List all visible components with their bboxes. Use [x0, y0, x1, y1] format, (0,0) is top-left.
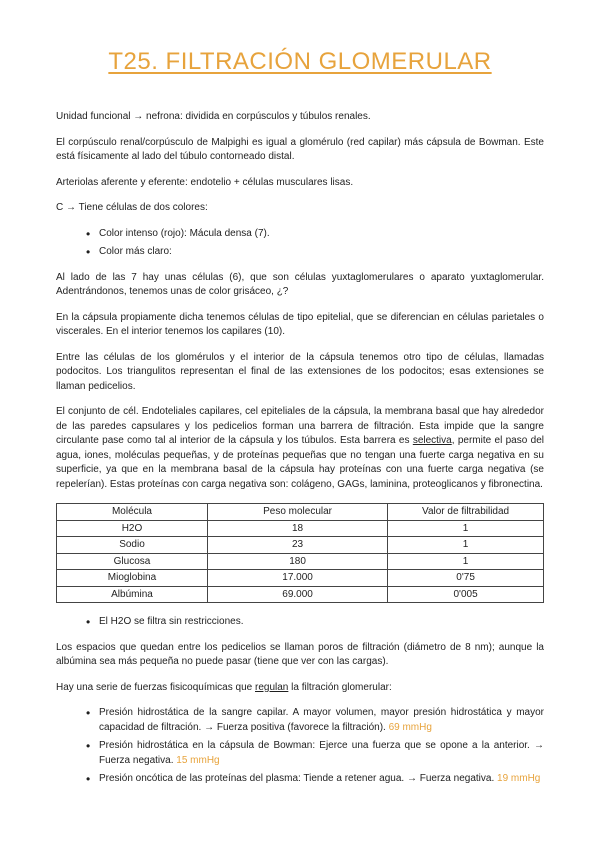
- cell-peso: 17.000: [207, 570, 387, 587]
- cell-valor: 1: [388, 537, 544, 554]
- table-row: [57, 553, 544, 570]
- pressure-value: 69 mmHg: [388, 721, 432, 733]
- paragraph-arteriolas: Arteriolas aferente y eferente: endotelio + células musculares lisas.: [56, 176, 354, 188]
- cell-peso: 69.000: [207, 586, 387, 603]
- paragraph-fuerzas-intro: [56, 681, 544, 696]
- pressure-value: 15 mmHg: [176, 754, 220, 766]
- paragraph-barrera-filtracion: [56, 405, 544, 492]
- paragraph-yuxtaglomerulares: Al lado de las 7 hay unas células (6), que son células yuxtaglomerulares o aparato yuxtaglomerular. Adentrándonos, tenemos unas de color grisáceo, ¿?: [56, 271, 544, 297]
- fuerzas-intro-underlined-word: regulan: [255, 681, 289, 693]
- force-text: Presión hidrostática de la sangre capilar. A mayor volumen, mayor presión hidrostática y mayor capacidad de filtración. → Fuerza positiva (favorece la filtración).: [99, 707, 544, 733]
- cell-molecula: Sodio: [57, 537, 208, 554]
- list-item-color-claro: • Color más claro:: [86, 245, 544, 260]
- fuerzas-intro-text-2: la filtración glomerular:: [288, 681, 392, 693]
- table-row: [57, 537, 544, 554]
- page-title: [56, 48, 544, 76]
- page-title-text: T25. FILTRACIÓN GLOMERULAR: [108, 48, 492, 75]
- table-header-row: [57, 504, 544, 521]
- cell-valor: 0'75: [388, 570, 544, 587]
- paragraph-poros-filtracion: Los espacios que quedan entre los pedicelios se llaman poros de filtración (diámetro de 8 nm); aunque la albúmina sea más pequeña no puede pasar (tiene que ver con las cargas).: [56, 641, 544, 667]
- color-bullet-list: [56, 227, 544, 260]
- list-item-presion-oncotica: [86, 772, 544, 787]
- paragraph-celulas-dos-colores: C → Tiene células de dos colores:: [56, 202, 208, 213]
- cell-peso: 180: [207, 553, 387, 570]
- h2o-bullet-list: [56, 615, 544, 630]
- pressure-value: 19 mmHg: [497, 773, 541, 784]
- barrera-underlined-word: selectiva: [412, 435, 452, 446]
- cell-peso: 18: [207, 520, 387, 537]
- list-item-h2o: • El H2O se filtra sin restricciones.: [86, 615, 544, 630]
- cell-peso: 23: [207, 537, 387, 554]
- table-header-valor-filtrabilidad: Valor de filtrabilidad: [388, 504, 544, 521]
- paragraph-podocitos: Entre las células de los glomérulos y el interior de la cápsula tenemos otro tipo de células, llamadas podocitos. Los triangulitos representan el final de las extensiones de los podocitos; esas extensiones se llaman pedicelios.: [56, 351, 544, 392]
- cell-valor: 1: [388, 520, 544, 537]
- cell-molecula: Glucosa: [57, 553, 208, 570]
- forces-list: [56, 706, 544, 787]
- table-header-molecula: Molécula: [57, 504, 208, 521]
- paragraph-corpusculo-renal: El corpúsculo renal/corpúsculo de Malpighi es igual a glomérulo (red capilar) más cápsula de Bowman. Este está físicamente al lado del túbulo contorneado distal.: [56, 136, 544, 162]
- table-header-peso-molecular: Peso molecular: [207, 504, 387, 521]
- filterability-table: [56, 503, 544, 603]
- list-item-presion-hidrostatica-capilar: [86, 706, 544, 735]
- paragraph-capsula-epitelial: En la cápsula propiamente dicha tenemos células de tipo epitelial, que se diferencian en células parietales o viscerales. En el interior tenemos los capilares (10).: [56, 311, 544, 337]
- table-row: [57, 570, 544, 587]
- cell-molecula: H2O: [57, 520, 208, 537]
- cell-valor: 0'005: [388, 586, 544, 603]
- table-row: [57, 520, 544, 537]
- cell-molecula: Albúmina: [57, 586, 208, 603]
- fuerzas-intro-text-1: Hay una serie de fuerzas fisicoquímicas que: [56, 681, 255, 693]
- cell-molecula: Mioglobina: [57, 570, 208, 587]
- table-row: [57, 586, 544, 603]
- barrera-text-2: , permite el paso del agua, iones, moléculas pequeñas, y de proteínas pequeñas que no tengan una fuerte carga negativa en su superficie, ya que en la membrana basal de la cápsula hay proteínas con una fuerte carga negativa (se repelerían). Estas proteínas con carga negativa son: colágeno, GAGs, laminina, proteoglicanos y fibronectina.: [56, 435, 544, 490]
- paragraph-unidad-funcional: Unidad funcional → nefrona: dividida en corpúsculos y túbulos renales.: [56, 111, 371, 122]
- force-text: Presión hidrostática en la cápsula de Bowman: Ejerce una fuerza que se opone a la anterior. → Fuerza negativa.: [99, 740, 544, 766]
- force-text: Presión oncótica de las proteínas del plasma: Tiende a retener agua. → Fuerza negativa.: [99, 773, 498, 784]
- list-item-color-intenso: • Color intenso (rojo): Mácula densa (7).: [86, 227, 544, 242]
- cell-valor: 1: [388, 553, 544, 570]
- list-item-presion-hidrostatica-bowman: [86, 739, 544, 768]
- barrera-text-1: El conjunto de cél. Endoteliales capilares, cel epiteliales de la cápsula, la membrana basal que hay alrededor de las paredes capsulares y los pedicelios forman una barrera de filtración. Esta impide que la sangre circulante pase como tal al interior de la cápsula y los túbulos. Esta barrera es: [56, 406, 544, 446]
